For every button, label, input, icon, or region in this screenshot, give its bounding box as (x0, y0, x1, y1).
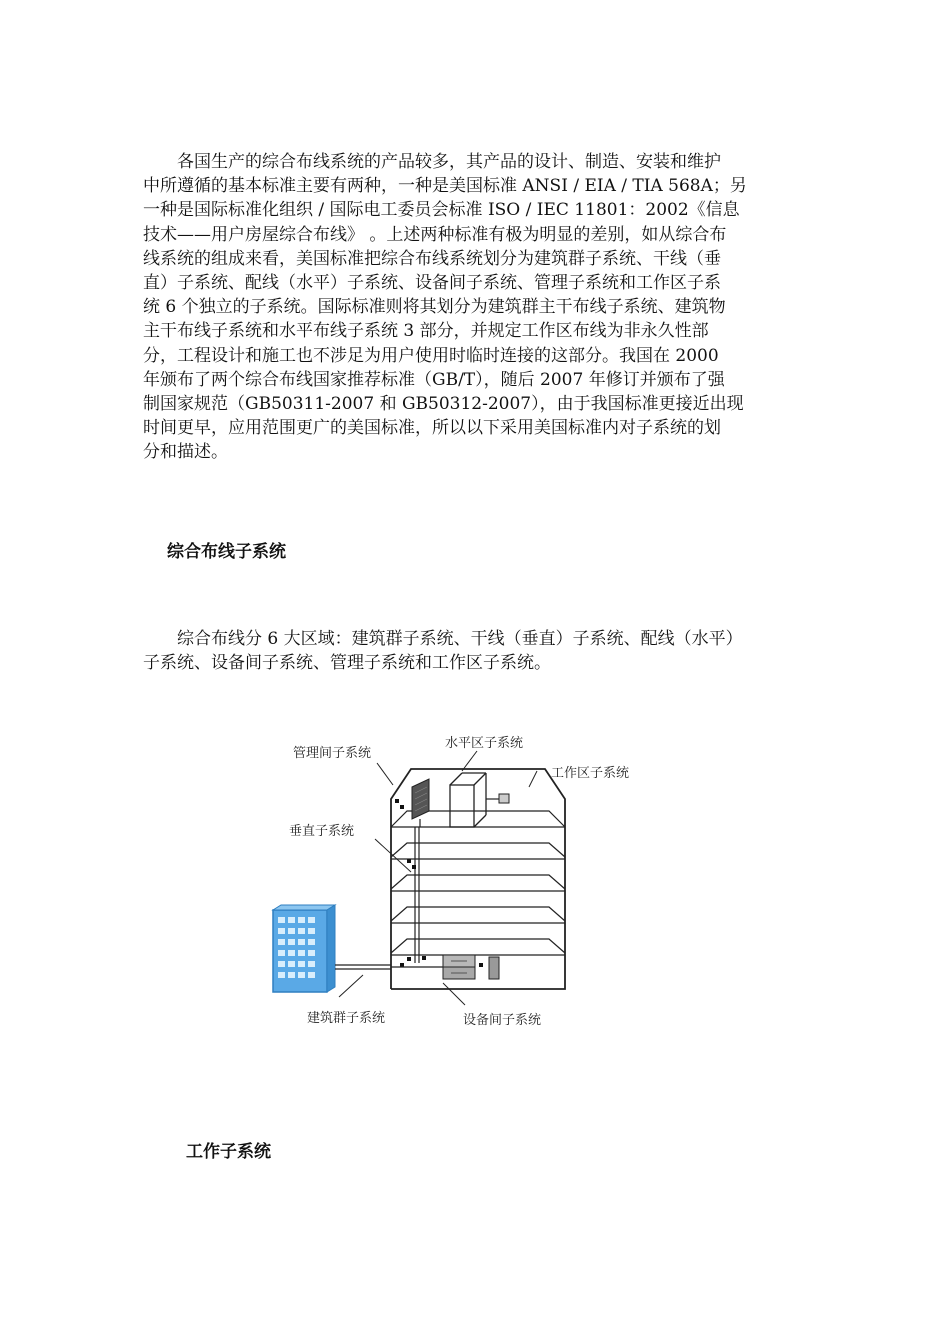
section-heading-work-subsystem: 工作子系统 (186, 1142, 271, 1162)
paragraph-line: 年颁布了两个综合布线国家推荐标准（GB/T），随后 2007 年修订并颁布了强 (143, 369, 725, 390)
vertical-riser (400, 827, 419, 967)
intro-paragraph (143, 150, 807, 465)
label-horizontal-subsystem: 水平区子系统 (445, 736, 524, 751)
paragraph-line: 直）子系统、配线（水平）子系统、设备间子系统、管理子系统和工作区子系 (143, 273, 721, 294)
label-equipment-subsystem: 设备间子系统 (463, 1013, 542, 1028)
campus-building-icon (273, 905, 335, 992)
paragraph-line: 时间更早，应用范围更广的美国标准，所以以下采用美国标准内对子系统的划 (143, 418, 721, 439)
paragraph-line: 一种是国际标准化组织 / 国际电工委员会标准 ISO / IEC 11801：2002《信息 (143, 200, 740, 221)
paragraph-line: 制国家规范（GB50311-2007 和 GB50312-2007），由于我国标准更接近出现 (143, 394, 744, 415)
paragraph-line: 中所遵循的基本标准主要有两种，一种是美国标准 ANSI / EIA / TIA 568A；另 (143, 176, 747, 197)
paragraph-line: 线系统的组成来看，美国标准把综合布线系统划分为建筑群子系统、干线（垂 (143, 248, 721, 269)
workstation-icon (486, 794, 509, 803)
section-heading-cabling-subsystems: 综合布线子系统 (167, 542, 286, 562)
paragraph-line: 分和描述。 (143, 442, 228, 463)
cabling-subsystems-diagram (267, 727, 659, 1032)
paragraph-line: 技术——用户房屋综合布线》 。上述两种标准有极为明显的差别，如从综合布 (143, 224, 727, 245)
horizontal-area-box (450, 773, 486, 827)
label-work-area-subsystem: 工作区子系统 (551, 766, 630, 781)
paragraph-line: 各国生产的综合布线系统的产品较多，其产品的设计、制造、安装和维护 (143, 152, 721, 172)
label-vertical-subsystem: 垂直子系统 (289, 824, 355, 839)
label-campus-subsystem: 建筑群子系统 (307, 1011, 386, 1026)
paragraph-line: 主干布线子系统和水平布线子系统 3 部分，并规定工作区布线为非永久性部 (143, 321, 709, 342)
six-areas-paragraph (143, 627, 807, 675)
floor-lines (391, 811, 565, 955)
paragraph-line: 综合布线分 6 大区域：建筑群子系统、干线（垂直）子系统、配线（水平） (143, 629, 743, 649)
paragraph-line: 子系统、设备间子系统、管理子系统和工作区子系统。 (143, 653, 551, 674)
paragraph-line: 分，工程设计和施工也不涉足为用户使用时临时连接的这部分。我国在 2000 (143, 345, 719, 366)
campus-cable (335, 965, 391, 969)
label-management-subsystem: 管理间子系统 (293, 746, 372, 761)
paragraph-line: 统 6 个独立的子系统。国际标准则将其划分为建筑群主干布线子系统、建筑物 (143, 297, 726, 318)
